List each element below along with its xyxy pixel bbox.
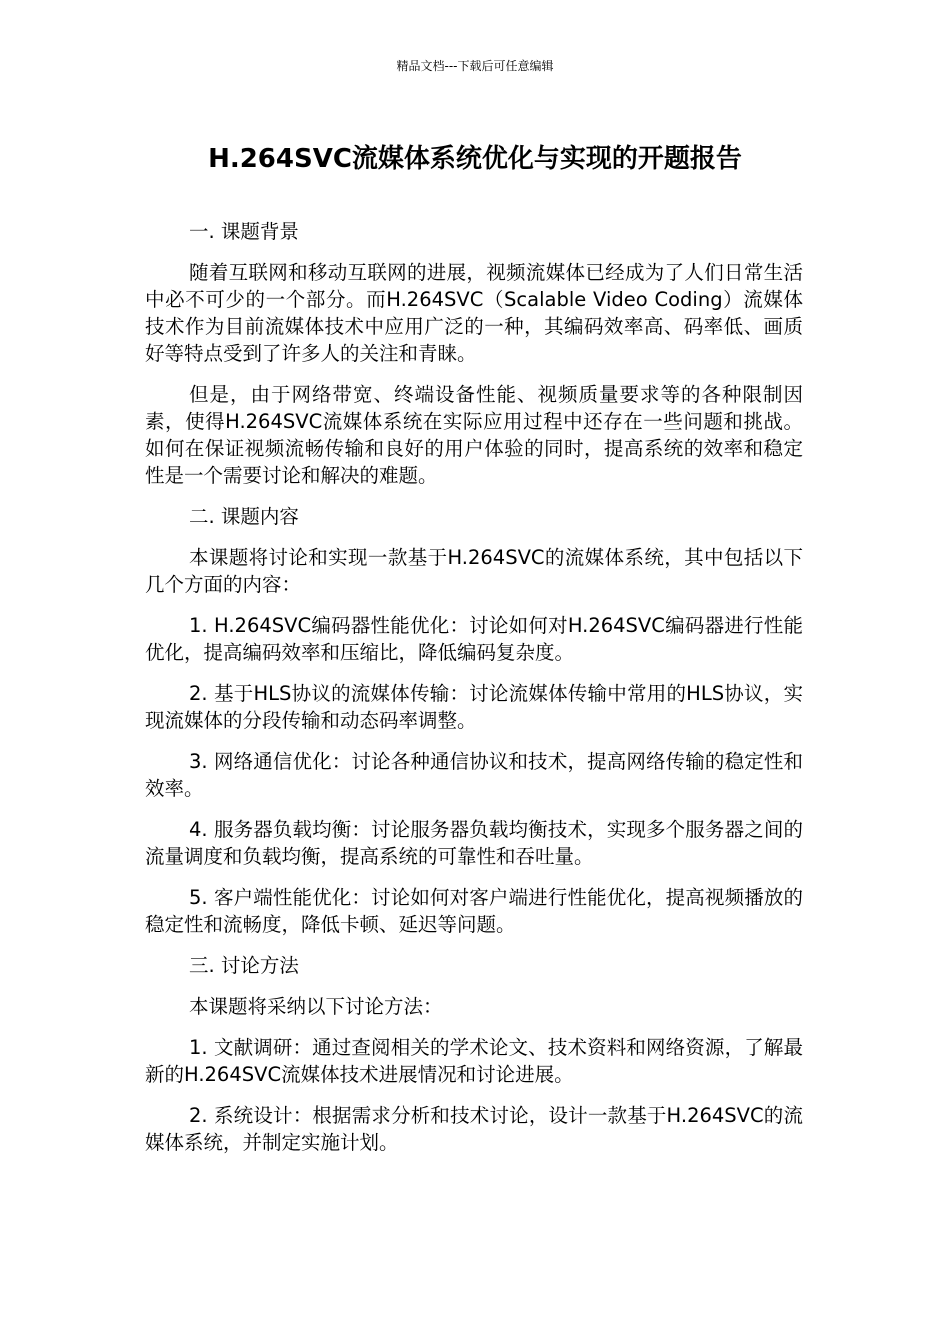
paragraph-background-1: 随着互联网和移动互联网的进展，视频流媒体已经成为了人们日常生活中必不可少的一个部分。而H.264SVC（Scalable Video Coding）流媒体技术作为目前流媒体技术中应用广泛的一种，其编码效率高、码率低、画质好等特点受到了许多人的关注和青睐。 xyxy=(145,261,803,365)
list-item-load-balancing: 4. 服务器负载均衡：讨论服务器负载均衡技术，实现多个服务器之间的流量调度和负载均衡，提高系统的可靠性和吞吐量。 xyxy=(145,818,803,868)
section-heading-content: 二. 课题内容 xyxy=(189,505,299,528)
paragraph-background-2: 但是，由于网络带宽、终端设备性能、视频质量要求等的各种限制因素，使得H.264SVC流媒体系统在实际应用过程中还存在一些问题和挑战。如何在保证视频流畅传输和良好的用户体验的同时，提高系统的效率和稳定性是一个需要讨论和解决的难题。 xyxy=(145,383,803,487)
list-item-literature: 1. 文献调研：通过查阅相关的学术论文、技术资料和网络资源，了解最新的H.264SVC流媒体技术进展情况和讨论进展。 xyxy=(145,1036,803,1086)
paragraph-methods-intro: 本课题将采纳以下讨论方法： xyxy=(189,995,443,1018)
document-title: H.264SVC流媒体系统优化与实现的开题报告 xyxy=(208,144,742,174)
page-header: 精品文档---下载后可任意编辑 xyxy=(396,59,554,73)
list-item-encoder: 1. H.264SVC编码器性能优化：讨论如何对H.264SVC编码器进行性能优化，提高编码效率和压缩比，降低编码复杂度。 xyxy=(145,614,803,664)
list-item-system-design: 2. 系统设计：根据需求分析和技术讨论，设计一款基于H.264SVC的流媒体系统，并制定实施计划。 xyxy=(145,1104,803,1154)
list-item-client: 5. 客户端性能优化：讨论如何对客户端进行性能优化，提高视频播放的稳定性和流畅度，降低卡顿、延迟等问题。 xyxy=(145,886,803,936)
section-heading-methods: 三. 讨论方法 xyxy=(189,954,299,977)
list-item-network: 3. 网络通信优化：讨论各种通信协议和技术，提高网络传输的稳定性和效率。 xyxy=(145,750,803,800)
document-body xyxy=(145,218,803,1170)
section-heading-background: 一. 课题背景 xyxy=(189,220,299,243)
list-item-hls: 2. 基于HLS协议的流媒体传输：讨论流媒体传输中常用的HLS协议，实现流媒体的分段传输和动态码率调整。 xyxy=(145,682,803,732)
paragraph-content-intro: 本课题将讨论和实现一款基于H.264SVC的流媒体系统，其中包括以下几个方面的内容： xyxy=(145,546,803,596)
